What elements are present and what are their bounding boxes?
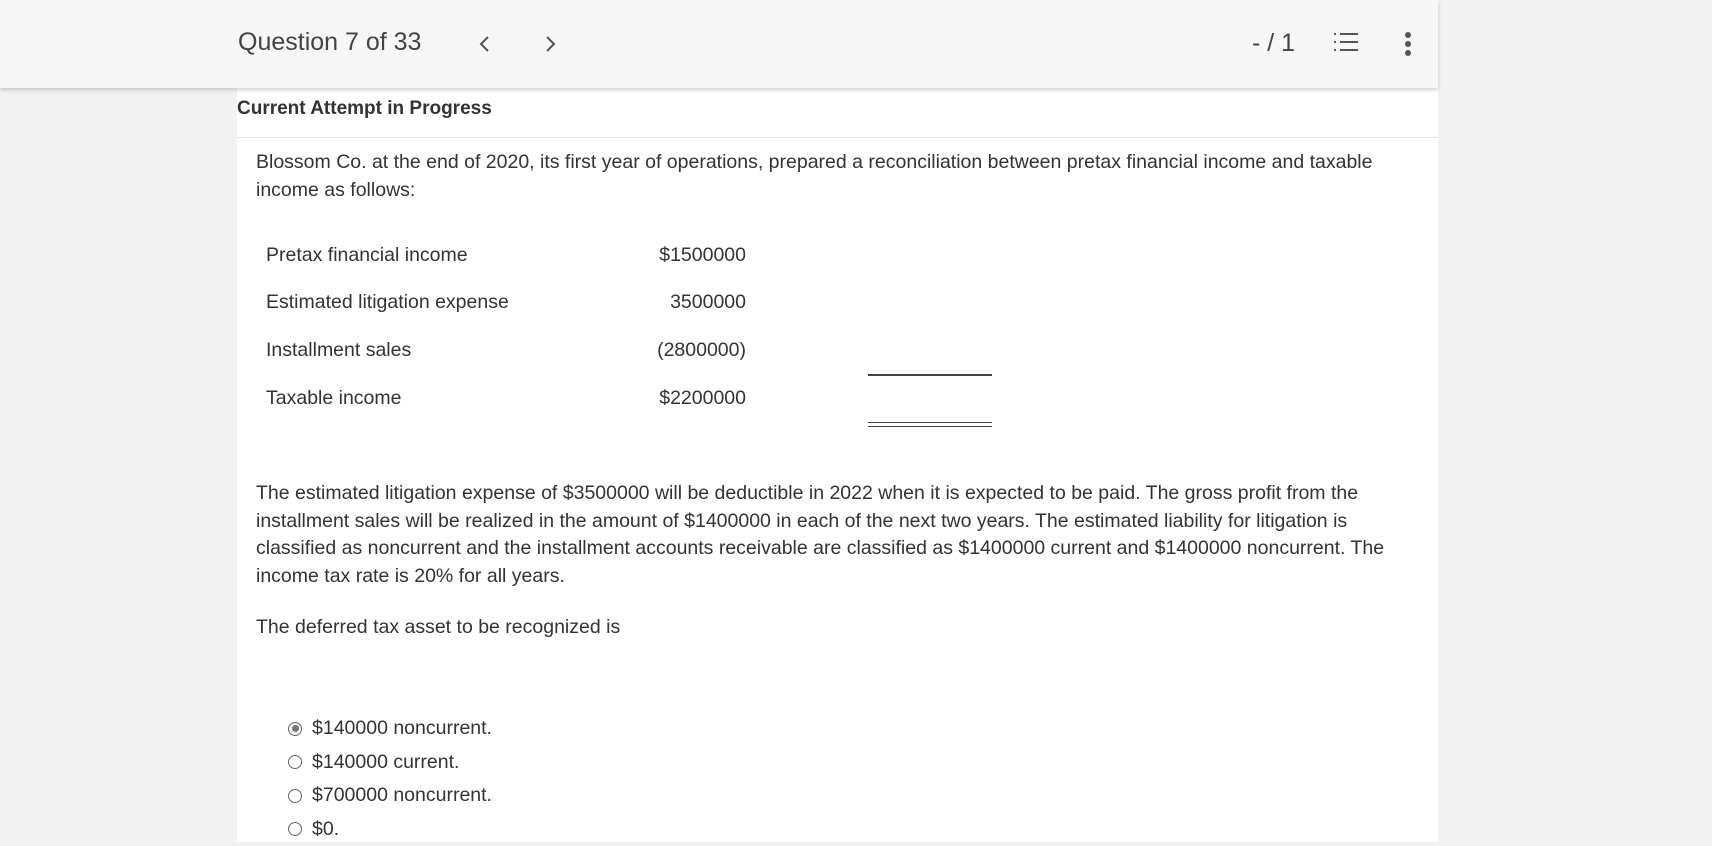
option-label: $0. [312, 818, 339, 841]
row-label: Estimated litigation expense [266, 291, 509, 314]
reconciliation-row [266, 244, 746, 274]
more-vertical-icon [1396, 28, 1420, 62]
question-title: Question 7 of 33 [238, 28, 421, 57]
reconciliation-row [266, 291, 746, 321]
question-list-button[interactable] [1332, 30, 1364, 60]
divider [237, 137, 1438, 138]
answer-option-2[interactable] [288, 746, 492, 780]
answer-option-1[interactable] [288, 712, 492, 746]
previous-question-button[interactable] [469, 26, 501, 62]
row-value: $2200000 [659, 387, 746, 410]
answer-option-4[interactable] [288, 813, 492, 846]
row-label: Installment sales [266, 339, 411, 362]
option-label: $700000 noncurrent. [312, 784, 492, 807]
chevron-left-icon [478, 34, 492, 54]
radio-button[interactable] [288, 755, 302, 769]
answer-option-3[interactable] [288, 779, 492, 813]
answer-options [288, 712, 492, 846]
total-double-rule [868, 422, 992, 427]
row-label: Pretax financial income [266, 244, 468, 267]
reconciliation-total-row [266, 387, 746, 417]
option-label: $140000 current. [312, 751, 459, 774]
row-label: Taxable income [266, 387, 402, 410]
radio-button[interactable] [288, 789, 302, 803]
chevron-right-icon [543, 34, 557, 54]
question-prompt: The deferred tax asset to be recognized is [256, 616, 620, 639]
option-label: $140000 noncurrent. [312, 717, 492, 740]
question-intro: Blossom Co. at the end of 2020, its first year of operations, prepared a reconciliation between pretax financial income and taxable income as follows: [256, 148, 1396, 204]
next-question-button[interactable] [534, 26, 566, 62]
question-content [237, 88, 1438, 842]
radio-button[interactable] [288, 822, 302, 836]
more-options-button[interactable] [1396, 28, 1420, 62]
radio-button-selected[interactable] [288, 722, 302, 736]
subtotal-rule [868, 374, 992, 376]
reconciliation-row [266, 339, 746, 369]
score-display: - / 1 [1252, 29, 1295, 58]
attempt-status: Current Attempt in Progress [237, 98, 492, 120]
row-value: 3500000 [670, 291, 746, 314]
question-header [0, 0, 1438, 88]
numbered-list-icon [1332, 30, 1360, 56]
row-value: (2800000) [657, 339, 746, 362]
row-value: $1500000 [659, 244, 746, 267]
question-details: The estimated litigation expense of $3500000 will be deductible in 2022 when it is expected to be paid. The gross profit from the installment sales will be realized in the amount of $1400000 in each of the next two years. The estimated liability for litigation is classified as noncurrent and the installment accounts receivable are classified as $1400000 current and $1400000 noncurrent. The income tax rate is 20% for all years. [256, 480, 1416, 590]
